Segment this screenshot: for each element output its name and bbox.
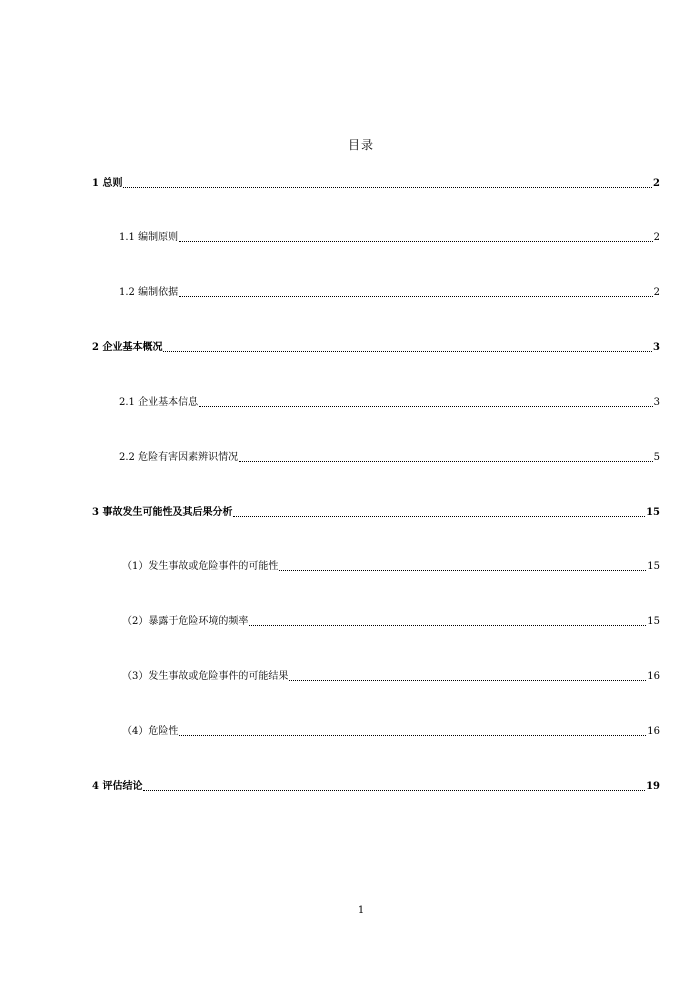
toc-entry-label: 1 总则 xyxy=(92,178,123,189)
toc-entry-page: 15 xyxy=(647,561,660,572)
toc-entry-page: 3 xyxy=(653,342,660,353)
toc-entry-page: 3 xyxy=(653,397,660,408)
toc-entry-1-1[interactable] xyxy=(119,230,660,246)
toc-entry-3-c[interactable] xyxy=(122,669,660,685)
toc-entry-page: 16 xyxy=(647,671,660,682)
toc-entry-label: 2.2 危险有害因素辨识情况 xyxy=(119,452,239,463)
toc-entry-label: （3）发生事故或危险事件的可能结果 xyxy=(122,671,289,682)
toc-dot-leader xyxy=(123,187,652,188)
toc-entry-label: （1）发生事故或危险事件的可能性 xyxy=(122,561,279,572)
toc-entry-1[interactable] xyxy=(92,176,660,192)
toc-entry-label: （2）暴露于危险环境的频率 xyxy=(122,616,249,627)
toc-entry-page: 19 xyxy=(646,781,660,792)
toc-dot-leader xyxy=(143,790,645,791)
toc-entry-page: 2 xyxy=(653,178,660,189)
toc-entry-2-2[interactable] xyxy=(119,450,660,466)
toc-entry-label: 3 事故发生可能性及其后果分析 xyxy=(92,507,233,518)
toc-dot-leader xyxy=(233,516,645,517)
toc-entry-label: 4 评估结论 xyxy=(92,781,143,792)
toc-entry-label: 2 企业基本概况 xyxy=(92,342,163,353)
toc-entry-3[interactable] xyxy=(92,505,660,521)
toc-entry-page: 15 xyxy=(646,507,660,518)
toc-entry-3-a[interactable] xyxy=(122,559,660,575)
toc-entry-4[interactable] xyxy=(92,779,660,795)
toc-dot-leader xyxy=(179,241,653,242)
page-number: 1 xyxy=(357,905,365,916)
toc-entry-1-2[interactable] xyxy=(119,285,660,301)
toc-dot-leader xyxy=(279,570,646,571)
toc-entry-3-b[interactable] xyxy=(122,614,660,630)
toc-entry-page: 16 xyxy=(647,726,660,737)
toc-entry-page: 2 xyxy=(653,287,660,298)
toc-entry-2-1[interactable] xyxy=(119,395,660,411)
toc-entry-2[interactable] xyxy=(92,340,660,356)
toc-entry-label: 2.1 企业基本信息 xyxy=(119,397,199,408)
toc-entry-page: 15 xyxy=(647,616,660,627)
toc-dot-leader xyxy=(249,625,646,626)
toc-dot-leader xyxy=(199,406,653,407)
toc-dot-leader xyxy=(179,735,646,736)
toc-entry-label: 1.1 编制原则 xyxy=(119,232,179,243)
toc-entry-3-d[interactable] xyxy=(122,724,660,740)
toc-entry-page: 5 xyxy=(653,452,660,463)
toc-dot-leader xyxy=(163,351,652,352)
toc-dot-leader xyxy=(289,680,646,681)
toc-dot-leader xyxy=(179,296,653,297)
toc-dot-leader xyxy=(239,461,653,462)
toc-title: 目录 xyxy=(347,138,374,152)
toc-entry-label: （4）危险性 xyxy=(122,726,179,737)
toc-entry-label: 1.2 编制依据 xyxy=(119,287,179,298)
toc-entry-page: 2 xyxy=(653,232,660,243)
